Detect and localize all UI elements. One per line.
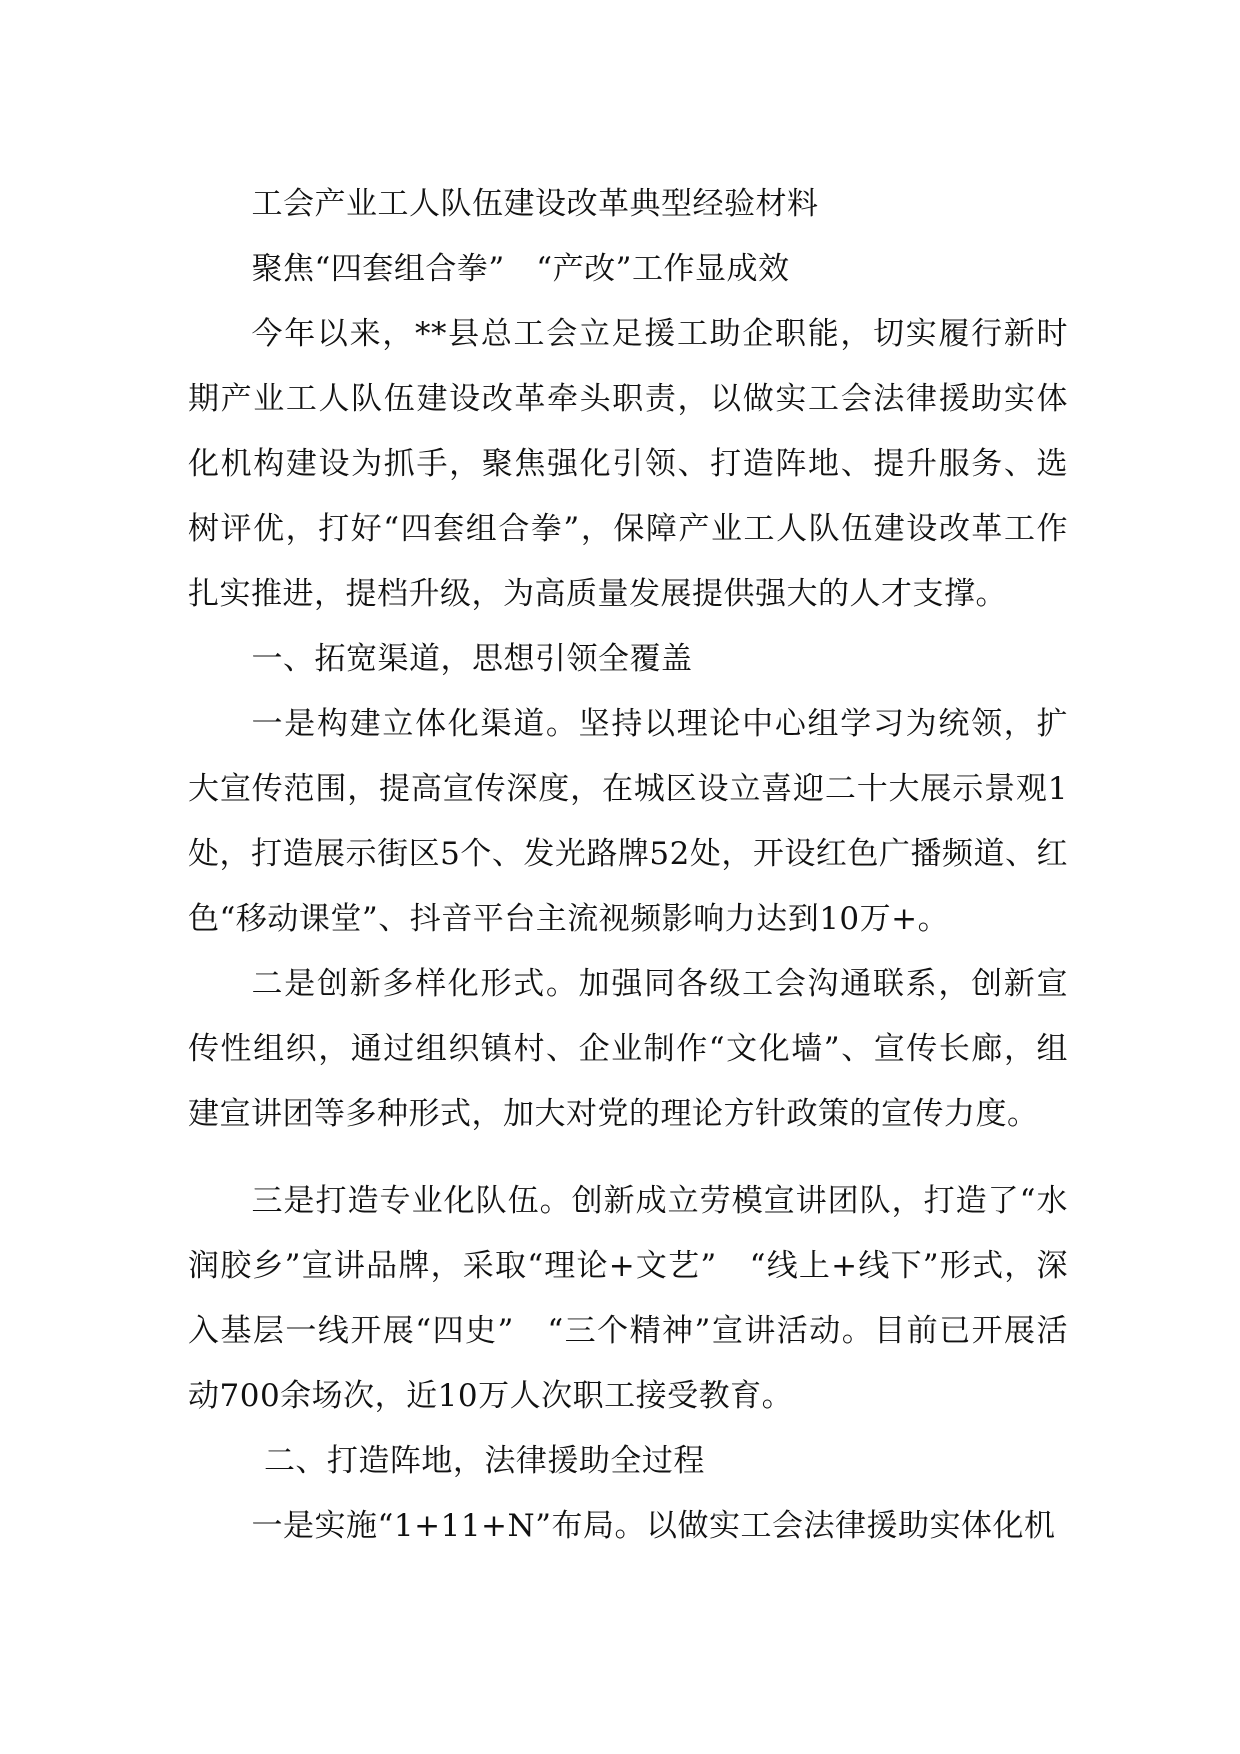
document-body bbox=[188, 172, 1068, 1559]
intro-paragraph: 今年以来，**县总工会立足援工助企职能，切实履行新时期产业工人队伍建设改革牵头职责，以做实工会法律援助实体化机构建设为抓手，聚焦强化引领、打造阵地、提升服务、选树评优，打好“四套组合拳”，保障产业工人队伍建设改革工作扎实推进，提档升级，为高质量发展提供强大的人才支撑。 bbox=[188, 316, 1068, 612]
section-1-heading: 一、拓宽渠道，思想引领全覆盖 bbox=[251, 641, 693, 677]
document-subtitle: 聚焦“四套组合拳” “产改”工作显成效 bbox=[251, 251, 790, 287]
section-2-paragraph-1: 一是实施“1+11+N”布局。以做实工会法律援助实体化机 bbox=[251, 1508, 1056, 1544]
section-1-paragraph-3: 三是打造专业化队伍。创新成立劳模宣讲团队，打造了“水润胶乡”宣讲品牌，采取“理论+文艺” “线上+线下”形式，深入基层一线开展“四史” “三个精神”宣讲活动。目前已开展活动700余场次，近10万人次职工接受教育。 bbox=[188, 1183, 1068, 1414]
document-title: 工会产业工人队伍建设改革典型经验材料 bbox=[251, 186, 819, 222]
section-1-paragraph-2: 二是创新多样化形式。加强同各级工会沟通联系，创新宣传性组织，通过组织镇村、企业制作“文化墙”、宣传长廊，组建宣讲团等多种形式，加大对党的理论方针政策的宣传力度。 bbox=[188, 966, 1068, 1132]
section-1-paragraph-1: 一是构建立体化渠道。坚持以理论中心组学习为统领，扩大宣传范围，提高宣传深度，在城区设立喜迎二十大展示景观1处，打造展示街区5个、发光路牌52处，开设红色广播频道、红色“移动课堂”、抖音平台主流视频影响力达到10万+。 bbox=[188, 706, 1068, 937]
section-2-heading: 二、打造阵地，法律援助全过程 bbox=[263, 1443, 705, 1479]
